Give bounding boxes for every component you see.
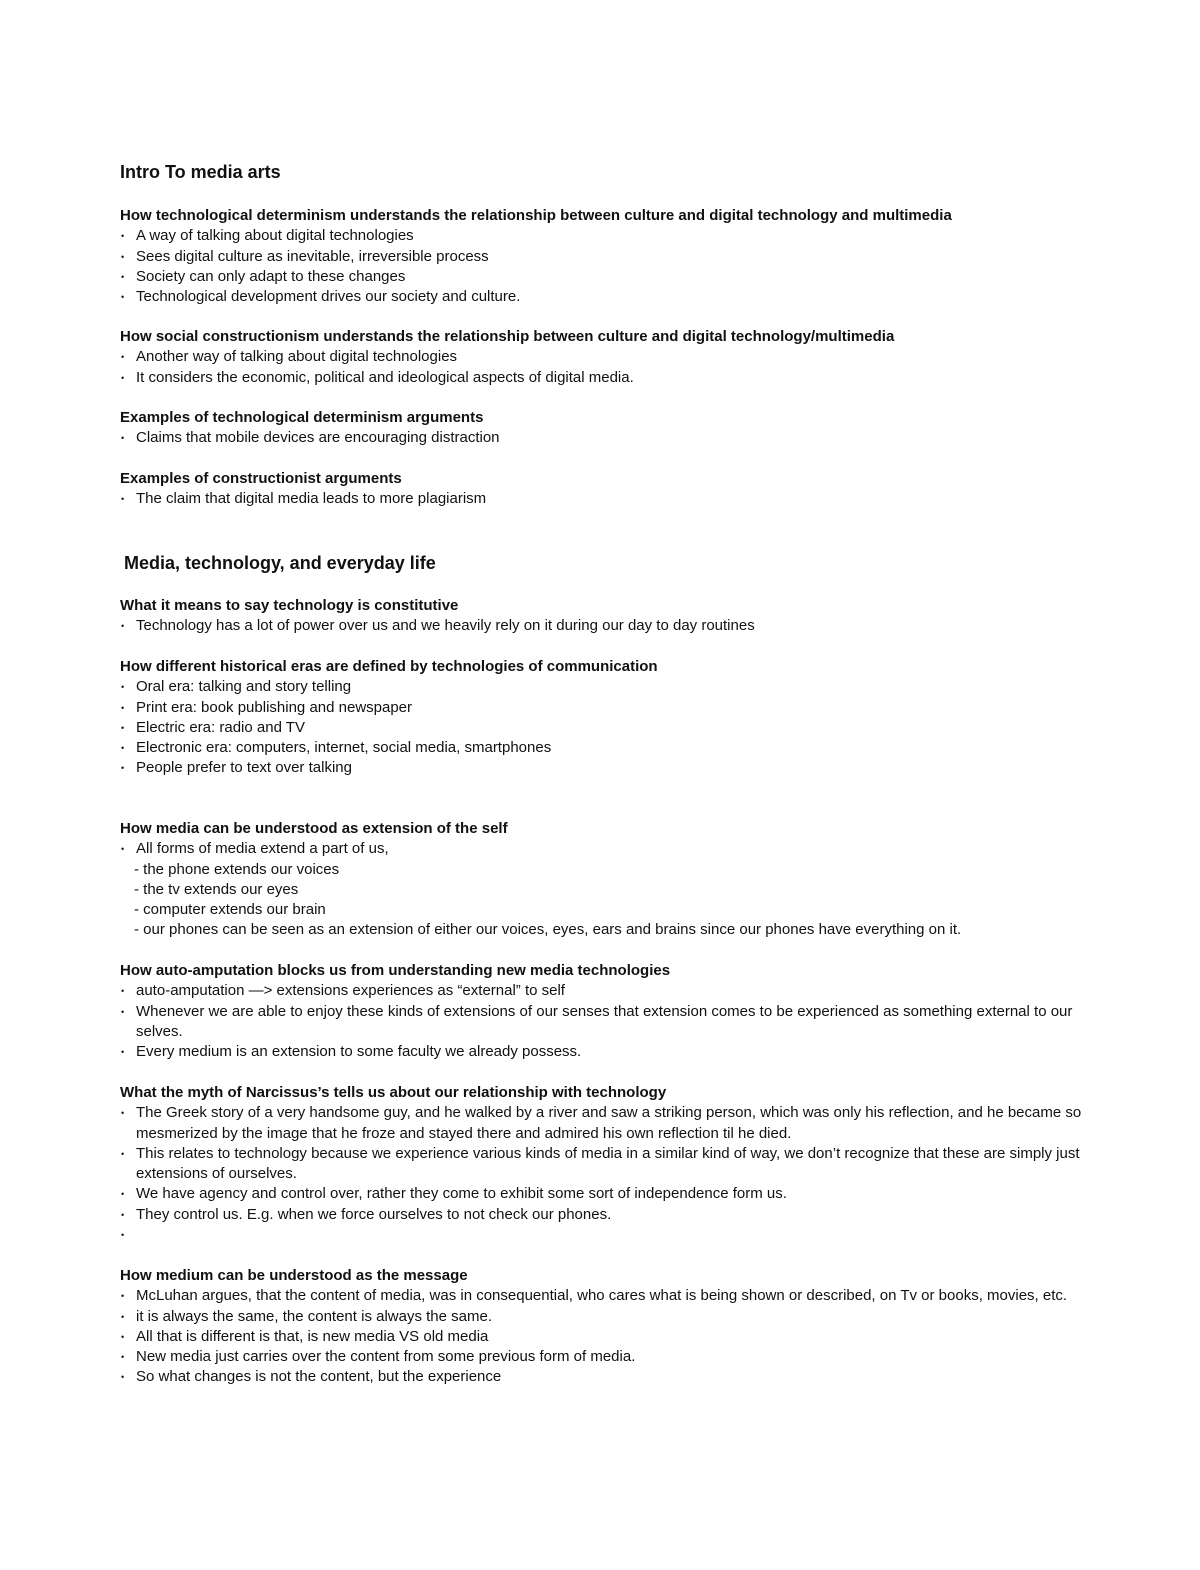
- note-group: [120, 819, 1090, 941]
- bullet-item: • This relates to technology because we experience various kinds of media in a similar kind of way, we don’t recognize that these are simply just extensions of ourselves.: [120, 1144, 1090, 1185]
- bullet-item: • All forms of media extend a part of us,: [120, 839, 1090, 859]
- group-heading: How technological determinism understands the relationship between culture and digital technology and multimedia: [120, 207, 952, 224]
- bullet-item: • Claims that mobile devices are encouraging distraction: [120, 428, 1090, 448]
- bullet-list: [120, 347, 1090, 388]
- bullet-list: [120, 428, 1090, 448]
- group-heading: How auto-amputation blocks us from understanding new media technologies: [120, 962, 671, 979]
- group-heading: How different historical eras are defined by technologies of communication: [120, 658, 658, 675]
- bullet-item: • We have agency and control over, rather they come to exhibit some sort of independence form us.: [120, 1184, 1090, 1204]
- group-heading: How media can be understood as extension of the self: [120, 820, 508, 837]
- bullet-item: • Sees digital culture as inevitable, irreversible process: [120, 247, 1090, 267]
- bullet-list: [120, 1103, 1090, 1245]
- bullet-list: [120, 839, 1090, 859]
- note-group: [120, 1266, 1090, 1388]
- bullet-item: • Oral era: talking and story telling: [120, 677, 1090, 697]
- bullet-list: [120, 489, 1090, 509]
- group-heading: How medium can be understood as the message: [120, 1267, 468, 1284]
- group-heading: Examples of technological determinism arguments: [120, 409, 484, 426]
- note-group: [120, 961, 1090, 1062]
- bullet-list: [120, 226, 1090, 307]
- bullet-item: • The claim that digital media leads to more plagiarism: [120, 489, 1090, 509]
- bullet-item: • Technology has a lot of power over us and we heavily rely on it during our day to day routines: [120, 616, 1090, 636]
- sub-item: - computer extends our brain: [134, 901, 326, 919]
- bullet-item: • Electric era: radio and TV: [120, 718, 1090, 738]
- bullet-item: • The Greek story of a very handsome guy, and he walked by a river and saw a striking person, which was only his reflection, and he became so mesmerized by the image that he froze and stayed there and admired his own reflection til he died.: [120, 1103, 1090, 1144]
- bullet-item: • People prefer to text over talking: [120, 758, 1090, 778]
- sub-item: - our phones can be seen as an extension of either our voices, eyes, ears and brains since our phones have everything on it.: [134, 921, 962, 939]
- bullet-item: • Society can only adapt to these changes: [120, 267, 1090, 287]
- bullet-item: • it is always the same, the content is always the same.: [120, 1307, 1090, 1327]
- bullet-item: [120, 1225, 1090, 1245]
- bullet-item: • Another way of talking about digital technologies: [120, 347, 1090, 367]
- bullet-item: • It considers the economic, political and ideological aspects of digital media.: [120, 368, 1090, 388]
- bullet-item: • A way of talking about digital technologies: [120, 226, 1090, 246]
- bullet-list: [120, 981, 1090, 1062]
- bullet-item: • New media just carries over the content from some previous form of media.: [120, 1347, 1090, 1367]
- bullet-list: [120, 677, 1090, 778]
- note-group: [120, 469, 1090, 510]
- bullet-list: [120, 1286, 1090, 1387]
- bullet-item: • So what changes is not the content, but the experience: [120, 1367, 1090, 1387]
- bullet-item: • McLuhan argues, that the content of media, was in consequential, who cares what is being shown or described, on Tv or books, movies, etc.: [120, 1286, 1090, 1306]
- bullet-item: • Every medium is an extension to some faculty we already possess.: [120, 1042, 1090, 1062]
- bullet-item: • Print era: book publishing and newspaper: [120, 698, 1090, 718]
- group-heading: What it means to say technology is constitutive: [120, 597, 459, 614]
- bullet-item: • Technological development drives our society and culture.: [120, 287, 1090, 307]
- bullet-item: • They control us. E.g. when we force ourselves to not check our phones.: [120, 1205, 1090, 1225]
- section-title: Media, technology, and everyday life: [124, 553, 436, 573]
- bullet-item: • All that is different is that, is new media VS old media: [120, 1327, 1090, 1347]
- note-group: [120, 206, 1090, 307]
- bullet-item: • auto-amputation —> extensions experiences as “external” to self: [120, 981, 1090, 1001]
- note-group: [120, 408, 1090, 449]
- sub-item: - the phone extends our voices: [134, 860, 340, 878]
- sub-item: - the tv extends our eyes: [134, 880, 299, 898]
- bullet-item: • Whenever we are able to enjoy these kinds of extensions of our senses that extension comes to be experienced as something external to our selves.: [120, 1002, 1090, 1043]
- bullet-item: • Electronic era: computers, internet, social media, smartphones: [120, 738, 1090, 758]
- section-title: Intro To media arts: [120, 162, 281, 182]
- note-group: [120, 657, 1090, 779]
- note-group: [120, 596, 1090, 637]
- group-heading: Examples of constructionist arguments: [120, 470, 402, 487]
- note-group: [120, 327, 1090, 388]
- note-group: [120, 1083, 1090, 1245]
- group-heading: What the myth of Narcissus’s tells us about our relationship with technology: [120, 1084, 667, 1101]
- sub-item-list: [120, 860, 1090, 941]
- bullet-list: [120, 616, 1090, 636]
- group-heading: How social constructionism understands the relationship between culture and digital technology/multimedia: [120, 328, 895, 345]
